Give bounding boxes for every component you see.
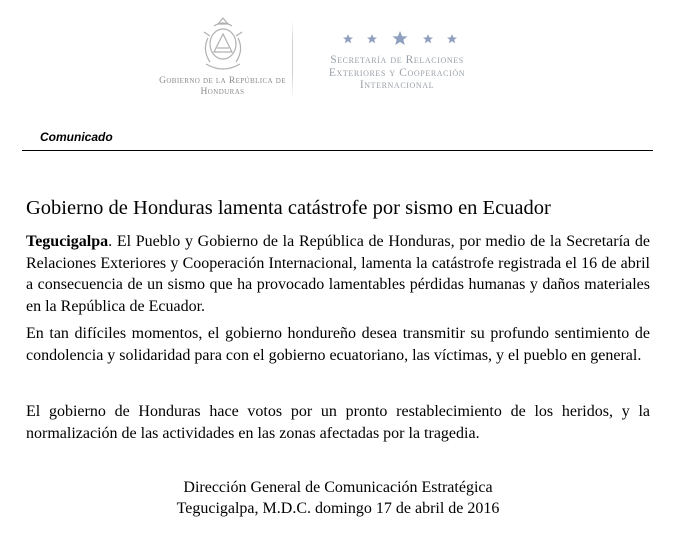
signature-office: Dirección General de Comunicación Estratégica — [183, 479, 493, 496]
dateline: Tegucigalpa — [26, 233, 109, 250]
letterhead — [0, 0, 673, 110]
honduras-coat-of-arms-icon — [196, 14, 250, 78]
document-title: Gobierno de Honduras lamenta catástrofe por sismo en Ecuador — [26, 197, 551, 219]
paragraph-2: En tan difíciles momentos, el gobierno hondureño desea transmitir su profundo sentimiento de condolencia y solidaridad para con el gobierno ecuatoriano, las víctimas, y el pueblo en general. — [26, 325, 650, 364]
header-rule — [22, 150, 653, 151]
signature-block — [26, 477, 650, 519]
header-divider — [292, 20, 293, 98]
five-stars-icon — [340, 30, 460, 46]
paragraph-1-text: . El Pueblo y Gobierno de la República de Honduras, por medio de la Secretaría de Relaciones Exteriores y Cooperación Internacional, lamenta la catástrofe registrada el 16 de abril a consecuencia de un sismo que ha provocado lamentables pérdidas humanas y daños materiales en la República de Ecuador. — [26, 233, 650, 315]
ministry-name: Secretaría de Relaciones Exteriores y Cooperación Internacional — [328, 54, 466, 91]
government-name: Gobierno de la República de Honduras — [159, 76, 286, 97]
signature-place-date: Tegucigalpa, M.D.C. domingo 17 de abril de 2016 — [176, 500, 500, 517]
document-kicker: Comunicado — [40, 130, 113, 144]
paragraph-3: El gobierno de Honduras hace votos por un pronto restablecimiento de los heridos, y la normalización de las actividades en las zonas afectadas por la tragedia. — [26, 403, 650, 442]
paragraph-1 — [26, 231, 650, 317]
